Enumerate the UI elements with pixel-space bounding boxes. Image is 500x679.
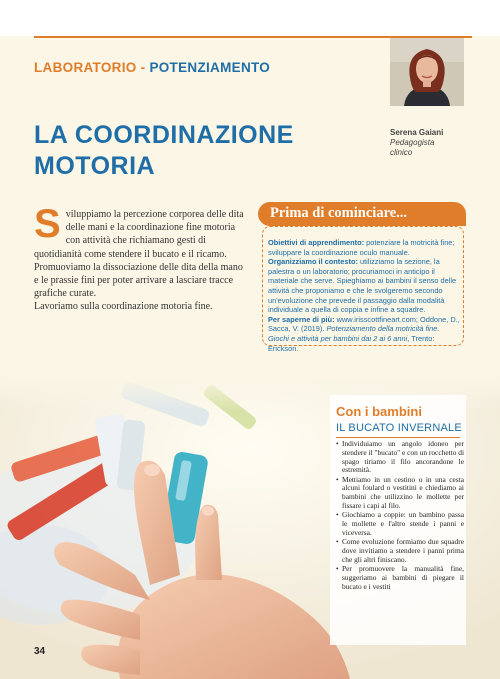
- section-label-separator: -: [136, 60, 150, 75]
- activity-panel-rule: [336, 437, 460, 438]
- activity-list-item: • Per promuovere la manualità fine, suggeriamo ai bambini di piegare il bucato e i vestiti: [336, 565, 464, 591]
- contesto-text: utilizziamo la sezione, la palestra o un laboratorio; procuriamoci in anticipo il materiale che serve. Spieghiamo ai bambini il senso delle attività che proponiamo e che le svolgeremo secondo un'evoluzione che prevede il passaggio dalla modalità individuale a quella di coppia e infine a squadre.: [268, 257, 457, 315]
- saperne-text: www.irisscottfineart.com; Oddone, D., Sacca, V. (2019).: [268, 314, 460, 334]
- intro-paragraph-1: viluppiamo la percezione corporea delle dita delle mani e la coordinazione fine motoria con attività che richiamano gesti di quotidianità come stendere il bucato e il ricamo.: [34, 209, 244, 260]
- book-title: Potenziamento della motricità fine. Giochi e attività per bambini dai 2 ai 6 anni: [268, 324, 440, 343]
- intro-dropcap: S: [34, 202, 61, 246]
- intro-paragraph-2: Promuoviamo la dissociazione delle dita della mano e le prassie fini per poter arrivare a lasciare tracce grafiche curate.: [34, 261, 243, 300]
- author-role-line-2: clinico: [390, 148, 413, 157]
- obiettivi-text: potenziare la motricità fine; sviluppare la coordinazione oculo manuale.: [268, 238, 455, 257]
- activity-list-item: • Individuiamo un angolo idoneo per stendere il "bucato" e con un rocchetto di spago tiriamo il filo ancorandone le estremità.: [336, 440, 464, 475]
- section-label-laboratorio: LABORATORIO: [34, 60, 137, 75]
- activity-list-item: • Giochiamo a coppie: un bambino passa le mollette e l'altro stende i panni e viceversa.: [336, 511, 464, 537]
- activity-list: [336, 440, 464, 592]
- page-title: [34, 120, 374, 182]
- author-byline: [390, 128, 443, 158]
- page-title-line-1: LA COORDINAZIONE: [34, 121, 294, 149]
- author-portrait: [390, 38, 464, 106]
- activity-list-item: • Mettiamo in un cestino o in una cesta alcuni foulard o vestitini e chiediamo ai bambini che utilizzino le mollette per fissare i capi al filo.: [336, 476, 464, 511]
- page-title-line-2: MOTORIA: [34, 152, 156, 180]
- book-publisher: , Trento: Erickson.: [268, 333, 435, 353]
- intro-paragraph-3: Lavoriamo sulla coordinazione motoria fine.: [34, 301, 213, 313]
- page-top-margin: [0, 0, 500, 36]
- contesto-label: Organizziamo il contesto:: [268, 257, 358, 267]
- author-role-line-1: Pedagogista: [390, 138, 435, 147]
- author-name: Serena Gaiani: [390, 128, 444, 137]
- activity-panel-subtitle: IL BUCATO INVERNALE: [336, 422, 462, 434]
- info-box-title: Prima di cominciare...: [270, 205, 408, 221]
- intro-text: [34, 202, 248, 314]
- activity-list-item: • Come evoluzione formiamo due squadre dove invitiamo a stendere i panni prima che gli altri finiscano.: [336, 538, 464, 564]
- section-label-potenziamento: POTENZIAMENTO: [149, 60, 271, 75]
- obiettivi-label: Obiettivi di apprendimento:: [268, 238, 365, 247]
- page-number: 34: [34, 646, 46, 657]
- saperne-label: Per saperne di più:: [268, 314, 335, 324]
- author-portrait-illustration: [390, 38, 464, 106]
- info-box-body: [268, 238, 460, 353]
- section-label: [34, 60, 270, 75]
- activity-panel-title: Con i bambini: [336, 404, 422, 419]
